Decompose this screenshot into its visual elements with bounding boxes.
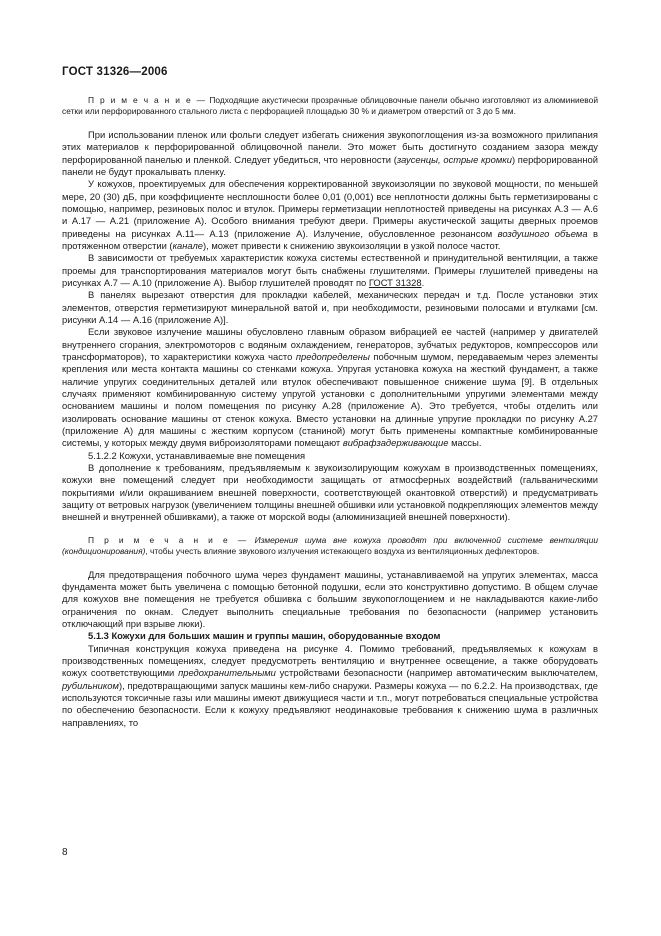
- document-body: [62, 95, 598, 729]
- section-heading-5-1-2-2: [62, 450, 598, 462]
- document-header: ГОСТ 31326—2006: [62, 66, 168, 78]
- note-text: Подходящие акустически прозрачные облицовочные панели обычно изготовляют из алюминиевой сетки или перфорированного стального листа с перфорацией площадью 30 % и диаметром отверстий от 3 до 5 мм.: [62, 95, 598, 117]
- text-span: Для предотвращения побочного шума через фундамент машины, устанавливаемой на упругих элементах, масса фундамента может быть увеличена с помощью бетонной подушки, если это конструктивно допустимо. В общем случае для кожухов вне помещения не требуется обшивка с большим звукопоглощением и не накладываются какие-либо ограничения по окнам. Следует выполнить специальные требования по безопасности (например установить отключающий при взрыве люки).: [62, 568, 598, 629]
- paragraph-films: [62, 129, 598, 178]
- italic-term: заусенцы, острые кромки: [396, 153, 512, 165]
- text-span: В панелях вырезают отверстия для прокладки кабелей, механических передач и т.д. После установки этих элементов, отверстия герметизируют минеральной ватой и, при необходимости, резиновыми полосами и втулками [см. рисунки А.14 — А.16 (приложение А)].: [62, 289, 598, 325]
- text-span: массы.: [448, 437, 482, 449]
- text-span: ), предотвращающими запуск машины кем-либо снаружи. Размеры кожуха — по 6.2.2. На производствах, где используются токсичные газы или машины имеют движущиеся части и т.п., могут потребоваться специальные устройства по обеспечению безопасности. Если к кожуху предъявляют неодинаковые требования к снижению шума в различных направлениях, то: [62, 679, 598, 728]
- note-paragraph-1: [62, 95, 598, 118]
- paragraph-silencers: [62, 252, 598, 289]
- text-span: 5.1.3 Кожухи для больших машин и группы машин, оборудованные входом: [88, 630, 441, 642]
- note-paragraph-2: [62, 535, 598, 558]
- italic-term: канале: [172, 239, 203, 251]
- section-heading-5-1-3: [62, 630, 598, 642]
- text-span: в протяженном отверстии (: [62, 227, 599, 251]
- text-span: .: [421, 276, 425, 288]
- text-span: Если звуковое излучение машины обусловлено главным образом вибрацией ее частей (например у двигателей внутреннего сгорания, электромоторов с водяным охлаждением, генераторов, зубчатых редукторов, компрессоров или трансформаторов), то характеристики кожуха часто: [62, 326, 598, 362]
- text-span: В дополнение к требованиям, предъявляемым к звукоизолирующим кожухам в производственных помещениях, кожухи вне помещений следует при необходимости защищать от атмосферных воздействий (гальваническими покрытиями и/или окрашиванием внешней поверхности, соответствующей окантовкой отверстий) и предусматривать защиту от ветровых нагрузок (увеличением толщины внешней обшивки или установкой подкрепляющих элементов между внешней и внутренней обшивками), а также от морской воды (алюминизацией внешней поверхности).: [62, 462, 598, 523]
- italic-term: вибрафзадерживающие: [342, 437, 449, 449]
- italic-term: рубильником: [62, 679, 119, 691]
- italic-term: Измерения шума вне кожуха проводят при включенной системе вентиляции (кондиционирования): [62, 534, 599, 557]
- text-span: Типичная конструкция кожуха приведена на рисунке 4. Помимо требований, предъявляемых к кожухам в производственных помещениях, следует предусмотреть вентиляцию и внутреннее освещение, а также оборудовать кожух соответствующими: [62, 642, 598, 679]
- note-label: П р и м е ч а н и е —: [88, 95, 207, 105]
- page-number: 8: [62, 847, 68, 858]
- paragraph-outdoor: [62, 462, 598, 524]
- note-label: П р и м е ч а н и е —: [88, 534, 248, 545]
- italic-term: предопределены: [295, 351, 370, 362]
- text-span: устройствами безопасности (например автоматическим выключателем,: [275, 667, 598, 679]
- text-span: , чтобы учесть влияние звукового излучения истекающего воздуха из вентиляционных дефлекторов.: [145, 546, 540, 557]
- text-span: В зависимости от требуемых характеристик кожуха системы естественной и принудительной вентиляции, а также проемы для транспортирования материалов могут быть снабжены глушителями. Примеры глушителей приведены на рисунках А.7 — А.10 (приложение А). Выбор глушителей проводят по: [62, 252, 598, 288]
- italic-term: воздушного объема: [497, 227, 588, 239]
- text-span: 5.1.2.2 Кожухи, устанавливаемые вне помещения: [88, 449, 306, 461]
- paragraph-cables: [62, 289, 598, 326]
- paragraph-large-machines: [62, 643, 598, 729]
- text-span: При использовании пленок или фольги следует избегать снижения звукопоглощения из-за возможного прилипания этих материалов к перфорированной облицовочной панели. Это может быть достигнуто созданием зазора между перфорированной панелью и пленкой. Следует убедиться, что неровности (: [62, 128, 598, 165]
- text-span: побочным шумом, передаваемым через элементы крепления или места контакта машины со стенками кожуха. Упругая установка кожуха на жесткий фундамент, а также наличие упругих соединительных деталей или втулок обеспечивают повышенное снижение шума [9]. В отдельных случаях применяют комбинированную систему упругой установки с дополнительными упругими элементами между основанием машины и полом помещения по рисунку А.28 (приложение А). Это требуется, чтобы отделить или изолировать основание машины от стенок кожуха. Вместо установки на длинные упругие прокладки по рисунку А.27 (приложение А) для машины с жестким корпусом (станиной) могут быть применены компактные комбинированные системы, у которых между двумя виброизоляторами помещают: [62, 351, 598, 449]
- text-span: ), может привести к снижению звукоизоляции в узкой полосе частот.: [202, 239, 501, 251]
- text-span: У кожухов, проектируемых для обеспечения корректированной звукоизоляции по звуковой мощности, по меньшей мере, 20 (30) дБ, при коэффициенте несплошности более 0,01 (0,001) все неплотности должны быть герметизированы с помощью, например, резиновых полос и втулок. Примеры герметизации неплотностей приведены на рисунках А.3 — А.6 и А.17 — А.21 (приложение А). Особого внимания требуют двери. Примеры акустической защиты дверных проемов приведены на рисунках А.11— А.13 (приложение А). Излучение, обусловленное резонансом: [62, 178, 598, 239]
- text-span: ) перфорированной панели не будут прокалывать пленку.: [62, 153, 598, 177]
- standard-link[interactable]: ГОСТ 31328: [368, 276, 422, 288]
- paragraph-sealing: [62, 178, 598, 252]
- paragraph-foundation: [62, 569, 598, 631]
- italic-term: предохранительными: [178, 667, 276, 679]
- paragraph-vibration: [62, 326, 598, 449]
